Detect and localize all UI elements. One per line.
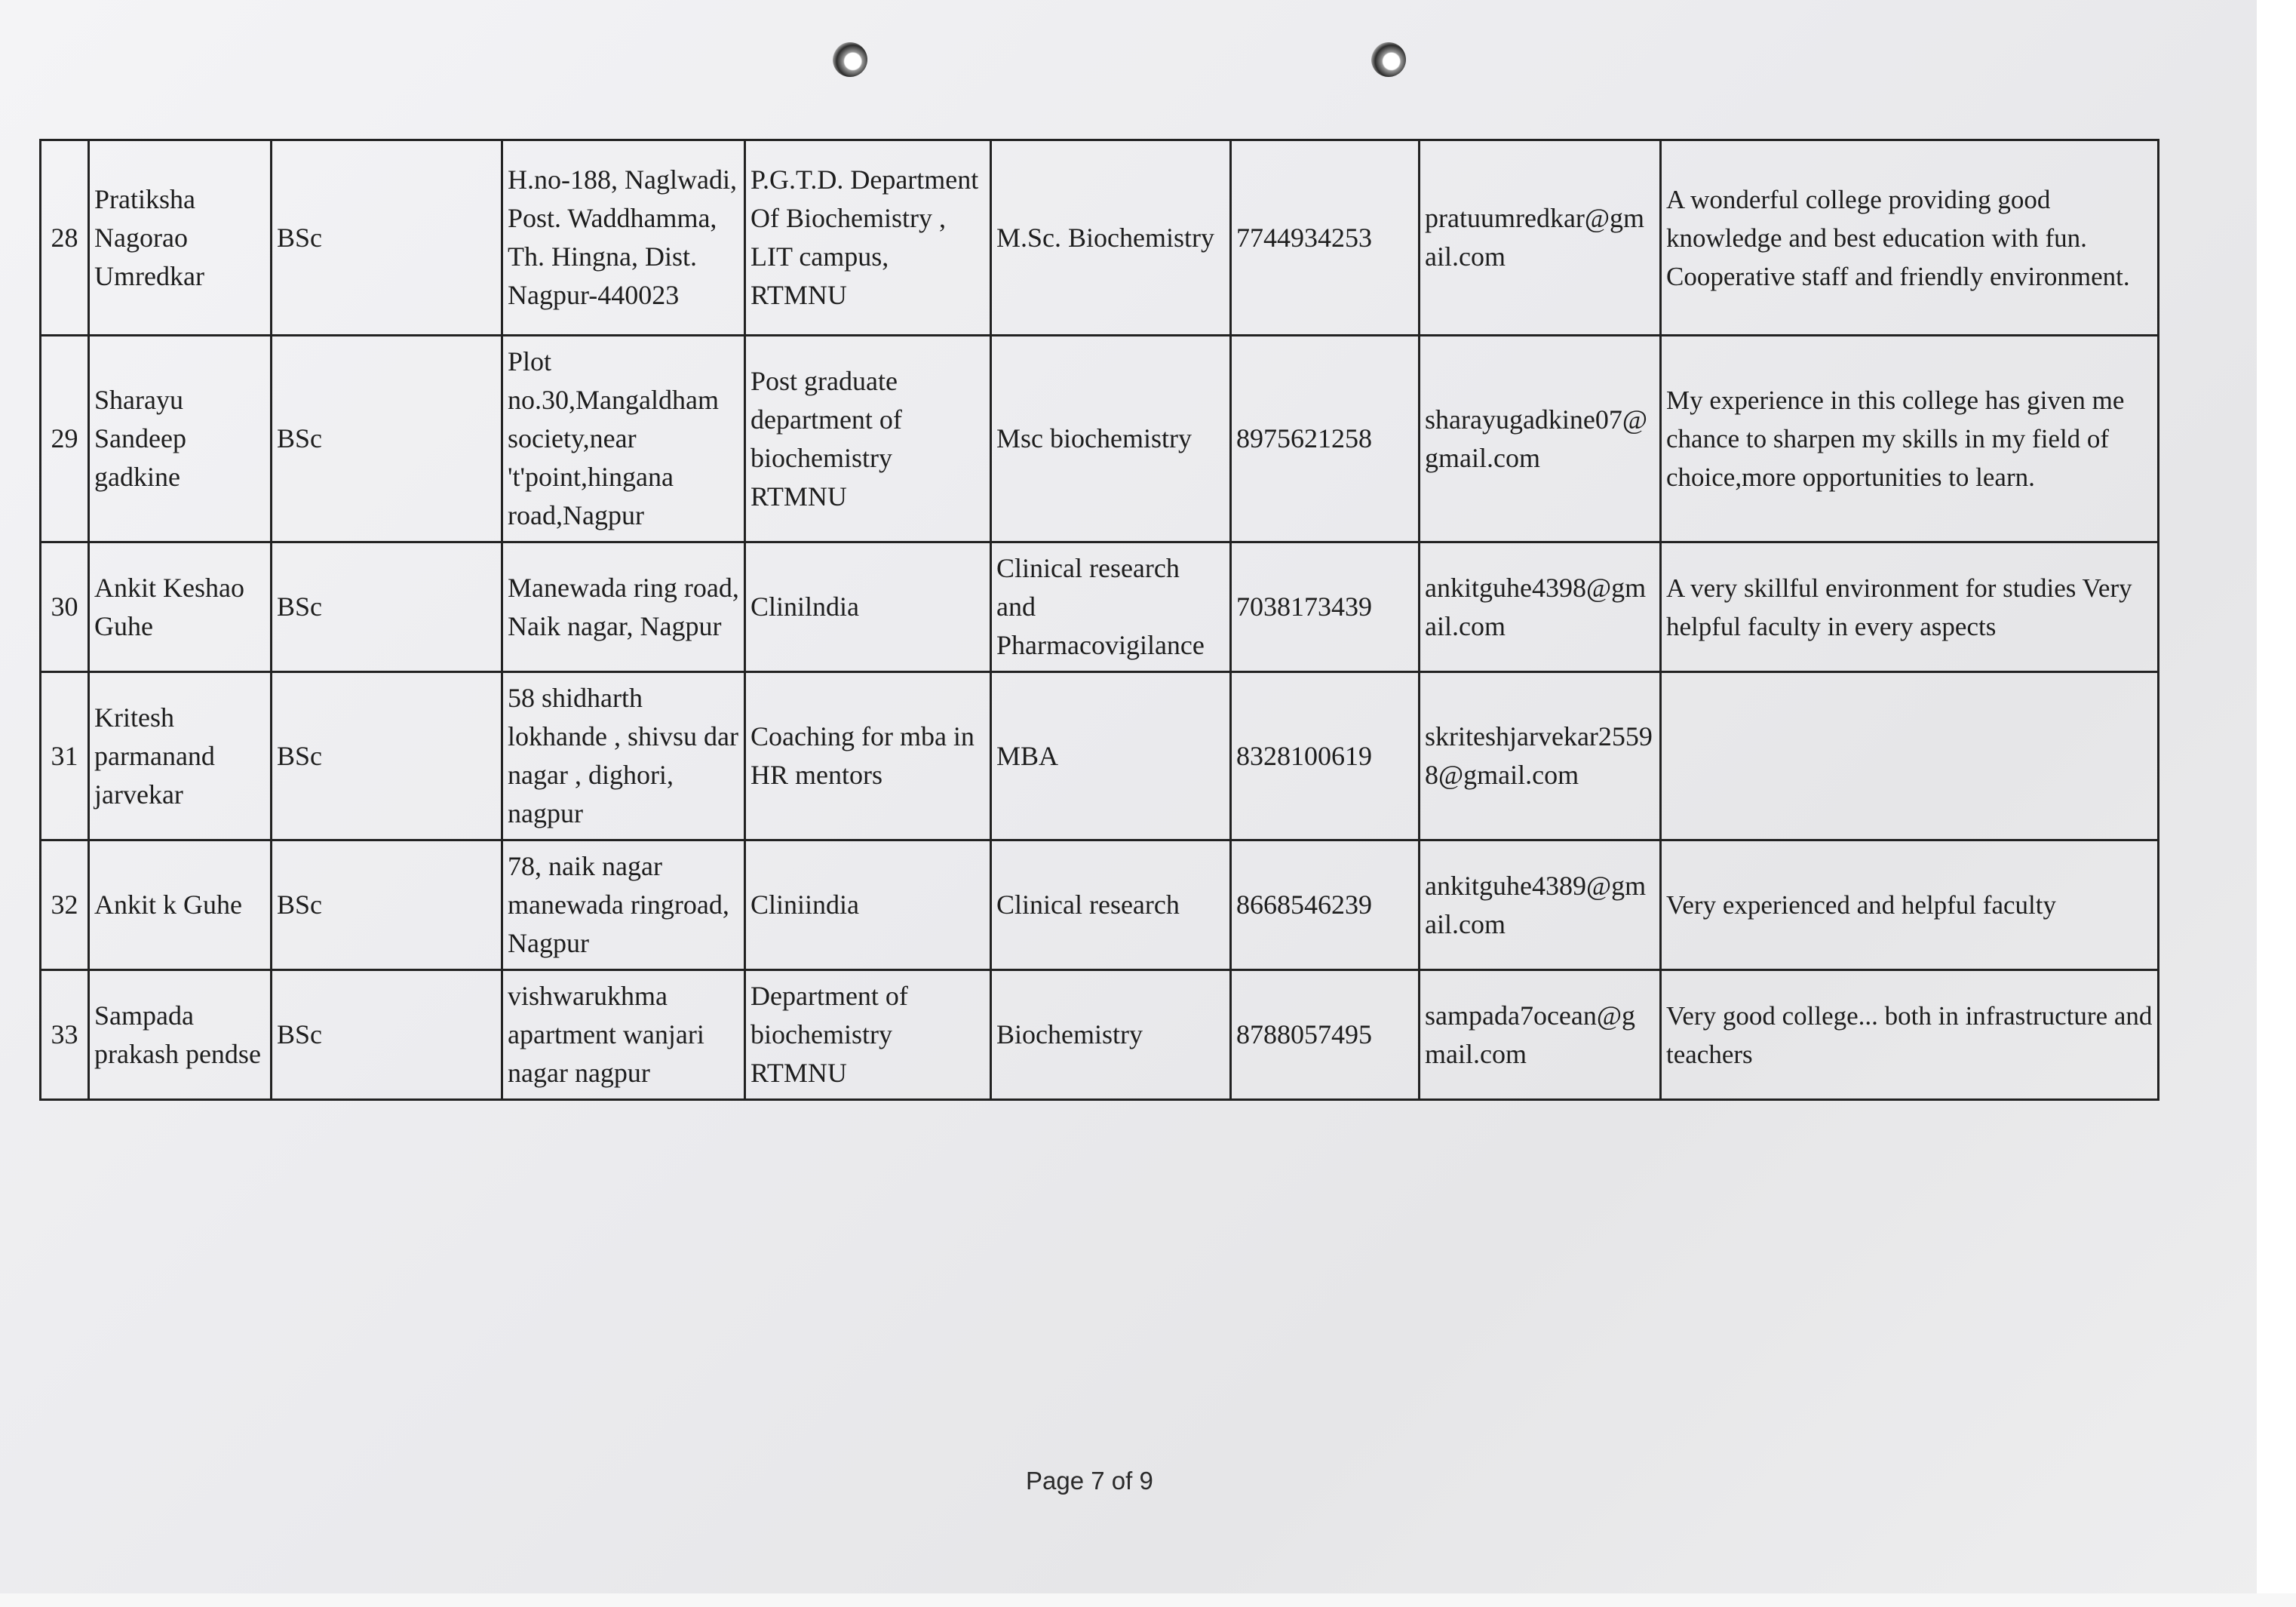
organization: Post graduate department of biochemistry RTMNU (745, 336, 991, 542)
email: skriteshjarvekar25598@gmail.com (1420, 672, 1661, 840)
feedback: A very skillful environment for studies Very helpful faculty in every aspects (1661, 542, 2159, 672)
course: Biochemistry (991, 970, 1231, 1100)
course: MBA (991, 672, 1231, 840)
serial-number: 31 (41, 672, 89, 840)
organization: Cliniindia (745, 840, 991, 970)
table-row (41, 336, 2159, 542)
qualification: BSc (272, 140, 502, 336)
table-row (41, 970, 2159, 1100)
qualification: BSc (272, 840, 502, 970)
student-name: Kritesh parmanand jarvekar (89, 672, 272, 840)
feedback: My experience in this college has given me chance to sharpen my skills in my field of choice,more opportunities to learn. (1661, 336, 2159, 542)
phone-number: 8668546239 (1231, 840, 1420, 970)
qualification: BSc (272, 672, 502, 840)
address: 58 shidharth lokhande , shivsu dar nagar , dighori, nagpur (502, 672, 745, 840)
alumni-table-container (39, 139, 2157, 1101)
page-number: Page 7 of 9 (1026, 1467, 1153, 1495)
email: pratuumredkar@gmail.com (1420, 140, 1661, 336)
qualification: BSc (272, 970, 502, 1100)
table-row (41, 840, 2159, 970)
page-edge-strip (2257, 0, 2296, 1607)
phone-number: 8788057495 (1231, 970, 1420, 1100)
organization: Department of biochemistry RTMNU (745, 970, 991, 1100)
course: M.Sc. Biochemistry (991, 140, 1231, 336)
organization: P.G.T.D. Department Of Biochemistry , LIT campus, RTMNU (745, 140, 991, 336)
serial-number: 33 (41, 970, 89, 1100)
qualification: BSc (272, 542, 502, 672)
address: vishwarukhma apartment wanjari nagar nagpur (502, 970, 745, 1100)
table-row (41, 140, 2159, 336)
address: 78, naik nagar manewada ringroad, Nagpur (502, 840, 745, 970)
punch-hole-right (1371, 42, 1406, 77)
qualification: BSc (272, 336, 502, 542)
serial-number: 28 (41, 140, 89, 336)
serial-number: 29 (41, 336, 89, 542)
phone-number: 7744934253 (1231, 140, 1420, 336)
page-bottom-strip (0, 1593, 2296, 1607)
organization: Clinilndia (745, 542, 991, 672)
address: Manewada ring road, Naik nagar, Nagpur (502, 542, 745, 672)
feedback: A wonderful college providing good knowledge and best education with fun. Cooperative staff and friendly environment. (1661, 140, 2159, 336)
course: Clinical research (991, 840, 1231, 970)
address: H.no-188, Naglwadi, Post. Waddhamma, Th. Hingna, Dist. Nagpur-440023 (502, 140, 745, 336)
email: ankitguhe4398@gmail.com (1420, 542, 1661, 672)
student-name: Ankit k Guhe (89, 840, 272, 970)
course: Msc biochemistry (991, 336, 1231, 542)
phone-number: 8328100619 (1231, 672, 1420, 840)
punch-hole-left (833, 42, 867, 77)
student-name: Pratiksha Nagorao Umredkar (89, 140, 272, 336)
phone-number: 7038173439 (1231, 542, 1420, 672)
address: Plot no.30,Mangaldham society,near 't'point,hingana road,Nagpur (502, 336, 745, 542)
student-name: Sampada prakash pendse (89, 970, 272, 1100)
course: Clinical research and Pharmacovigilance (991, 542, 1231, 672)
organization: Coaching for mba in HR mentors (745, 672, 991, 840)
serial-number: 30 (41, 542, 89, 672)
alumni-table (39, 139, 2159, 1101)
email: sampada7ocean@gmail.com (1420, 970, 1661, 1100)
phone-number: 8975621258 (1231, 336, 1420, 542)
feedback: Very good college... both in infrastructure and teachers (1661, 970, 2159, 1100)
serial-number: 32 (41, 840, 89, 970)
feedback (1661, 672, 2159, 840)
student-name: Sharayu Sandeep gadkine (89, 336, 272, 542)
email: ankitguhe4389@gmail.com (1420, 840, 1661, 970)
feedback: Very experienced and helpful faculty (1661, 840, 2159, 970)
email: sharayugadkine07@gmail.com (1420, 336, 1661, 542)
student-name: Ankit Keshao Guhe (89, 542, 272, 672)
table-row (41, 672, 2159, 840)
table-row (41, 542, 2159, 672)
